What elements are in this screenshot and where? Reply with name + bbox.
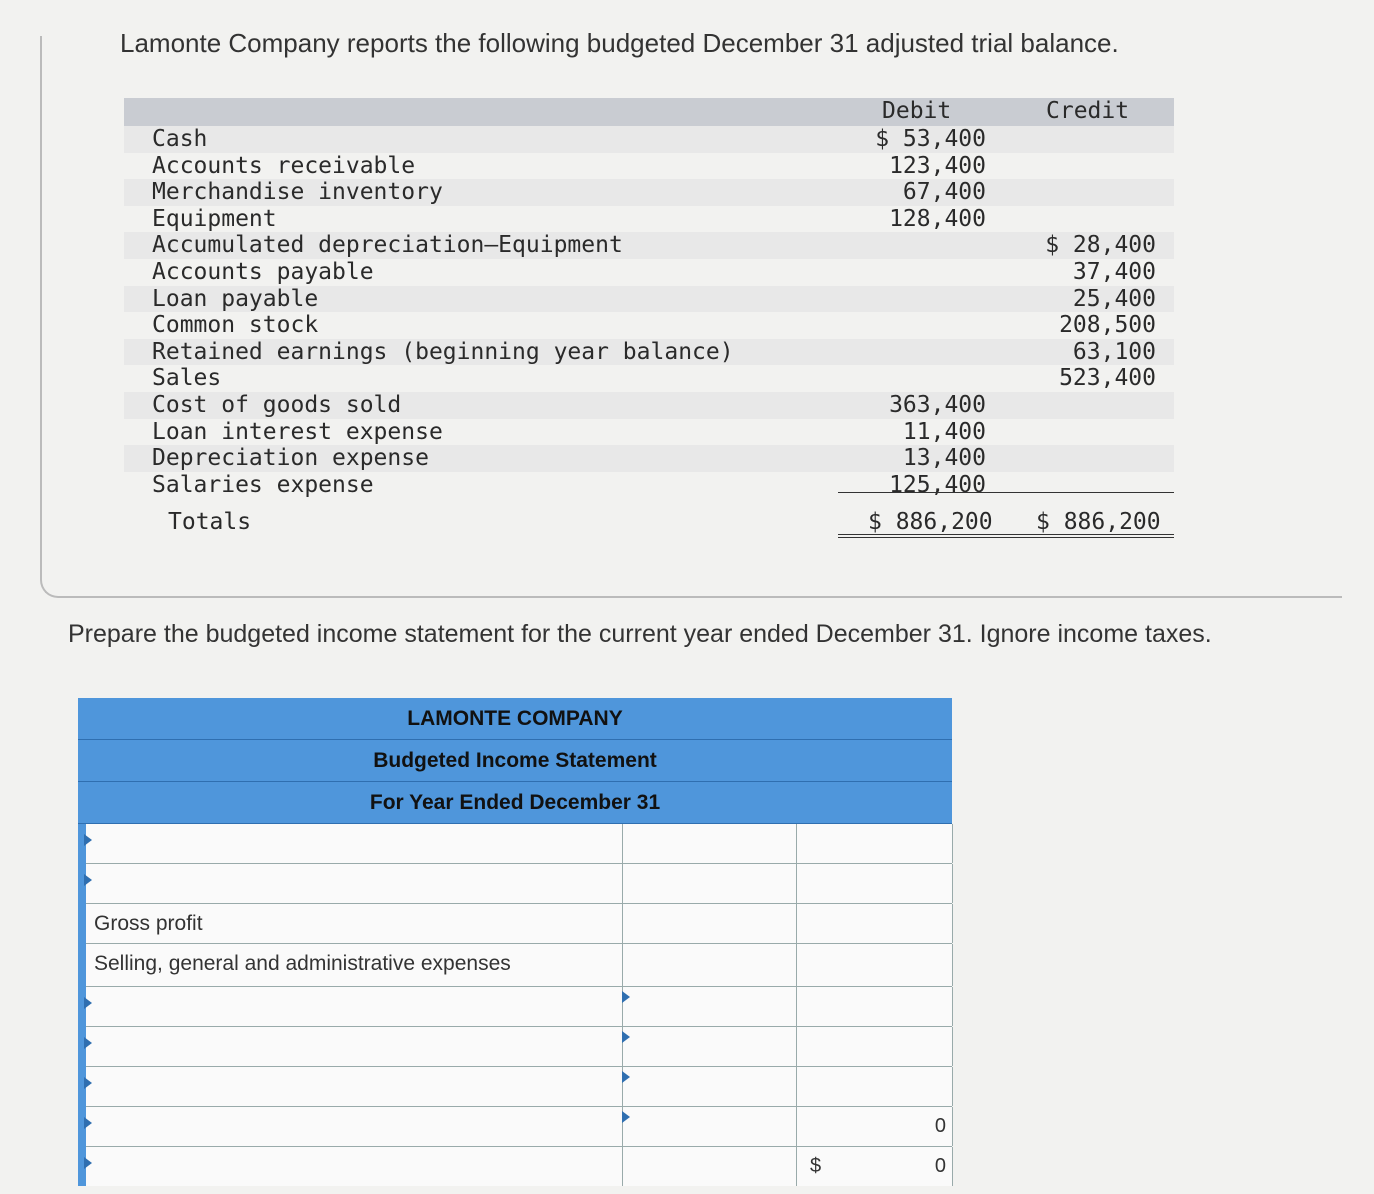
trial-balance-row xyxy=(124,179,1174,206)
company-name: LAMONTE COMPANY xyxy=(78,698,952,740)
expense-row xyxy=(86,1027,952,1067)
trial-balance-row xyxy=(124,339,1174,366)
expense-row xyxy=(86,987,952,1027)
expense-total-value: 0 xyxy=(934,1115,946,1137)
net-income-value: 0 xyxy=(934,1155,946,1177)
row-account: Cost of goods sold xyxy=(152,391,402,418)
expense-amount-input[interactable] xyxy=(622,1067,796,1106)
trial-balance-row xyxy=(124,259,1174,286)
trial-balance-row xyxy=(124,419,1174,446)
line-label-input[interactable] xyxy=(86,824,622,863)
trial-balance-row xyxy=(124,365,1174,392)
credit-header: Credit xyxy=(1046,98,1130,124)
expense-label-input[interactable] xyxy=(86,1067,622,1106)
line-label-input[interactable] xyxy=(86,864,622,903)
totals-double-rule xyxy=(838,534,1174,538)
row-account: Depreciation expense xyxy=(152,445,429,472)
totals-debit: $ 886,200 xyxy=(868,509,993,536)
trial-balance-row xyxy=(124,392,1174,419)
gross-profit-label: Gross profit xyxy=(94,912,203,935)
trial-balance-row xyxy=(124,472,1174,499)
gross-profit-row xyxy=(86,904,952,944)
row-account: Loan interest expense xyxy=(152,418,443,445)
row-account: Sales xyxy=(152,365,222,392)
expense-total-row xyxy=(86,1107,952,1147)
dollar-sign: $ xyxy=(810,1155,822,1177)
trial-balance-row xyxy=(124,445,1174,472)
expense-label-input[interactable] xyxy=(86,987,622,1026)
row-account: Accounts payable xyxy=(152,258,374,285)
trial-balance-header xyxy=(124,98,1174,126)
totals-label: Totals xyxy=(168,509,252,536)
row-debit: 128,400 xyxy=(889,205,986,232)
trial-balance-rows xyxy=(124,126,1174,498)
trial-balance-row xyxy=(124,312,1174,339)
row-credit: 63,100 xyxy=(1072,338,1156,365)
sga-label: Selling, general and administrative expenses xyxy=(94,952,511,975)
statement-title: Budgeted Income Statement xyxy=(78,740,952,782)
expense-amount-input[interactable] xyxy=(622,987,796,1026)
dropdown-marker-icon xyxy=(622,1111,630,1123)
expense-total-label-input[interactable] xyxy=(86,1107,622,1146)
row-credit: $ 28,400 xyxy=(1045,232,1156,259)
row-debit: 125,400 xyxy=(889,471,986,498)
instruction-text: Prepare the budgeted income statement for the current year ended December 31. Ignore income taxes. xyxy=(68,620,1212,648)
trial-balance-row xyxy=(124,153,1174,180)
dropdown-marker-icon xyxy=(622,991,630,1003)
statement-grid xyxy=(78,824,952,1186)
row-account: Merchandise inventory xyxy=(152,179,443,206)
row-credit: 523,400 xyxy=(1059,365,1156,392)
row-debit: 13,400 xyxy=(902,445,986,472)
sga-row xyxy=(86,944,952,987)
expense-label-input[interactable] xyxy=(86,1027,622,1066)
row-debit: $ 53,400 xyxy=(875,126,986,152)
row-credit: 37,400 xyxy=(1072,258,1156,285)
row-account: Common stock xyxy=(152,312,319,339)
statement-row xyxy=(86,864,952,904)
row-account: Accounts receivable xyxy=(152,152,416,179)
trial-balance-row xyxy=(124,206,1174,233)
row-account: Retained earnings (beginning year balance) xyxy=(152,338,734,365)
line-amount-input[interactable] xyxy=(796,824,952,863)
trial-balance-table xyxy=(124,98,1174,542)
row-debit: 67,400 xyxy=(902,179,986,206)
row-debit: 123,400 xyxy=(889,152,986,179)
totals-credit: $ 886,200 xyxy=(1036,509,1161,536)
row-debit: 11,400 xyxy=(902,418,986,445)
trial-balance-row xyxy=(124,232,1174,259)
trial-balance-row xyxy=(124,286,1174,313)
row-account: Equipment xyxy=(152,205,277,232)
row-account: Accumulated depreciation—Equipment xyxy=(152,232,623,259)
expense-amount-input[interactable] xyxy=(622,1107,796,1146)
dropdown-marker-icon xyxy=(622,1071,630,1083)
row-account: Salaries expense xyxy=(152,471,374,498)
net-income-row xyxy=(86,1147,952,1186)
expense-amount-input[interactable] xyxy=(622,1027,796,1066)
income-statement xyxy=(78,698,952,1186)
net-income-label-input[interactable] xyxy=(86,1147,622,1186)
totals-top-rule xyxy=(838,492,1174,493)
row-account: Loan payable xyxy=(152,285,319,312)
line-amount-input[interactable] xyxy=(796,864,952,903)
gross-profit-input[interactable] xyxy=(796,904,952,943)
expense-row xyxy=(86,1067,952,1107)
row-debit: 363,400 xyxy=(889,391,986,418)
statement-period: For Year Ended December 31 xyxy=(78,782,952,824)
row-credit: 208,500 xyxy=(1059,312,1156,339)
statement-header xyxy=(78,698,952,824)
statement-row xyxy=(86,824,952,864)
row-credit: 25,400 xyxy=(1072,285,1156,312)
row-account: Cash xyxy=(152,126,208,152)
debit-header: Debit xyxy=(882,98,952,124)
intro-text: Lamonte Company reports the following budgeted December 31 adjusted trial balance. xyxy=(120,28,1119,58)
dropdown-marker-icon xyxy=(622,1031,630,1043)
trial-balance-row xyxy=(124,126,1174,153)
